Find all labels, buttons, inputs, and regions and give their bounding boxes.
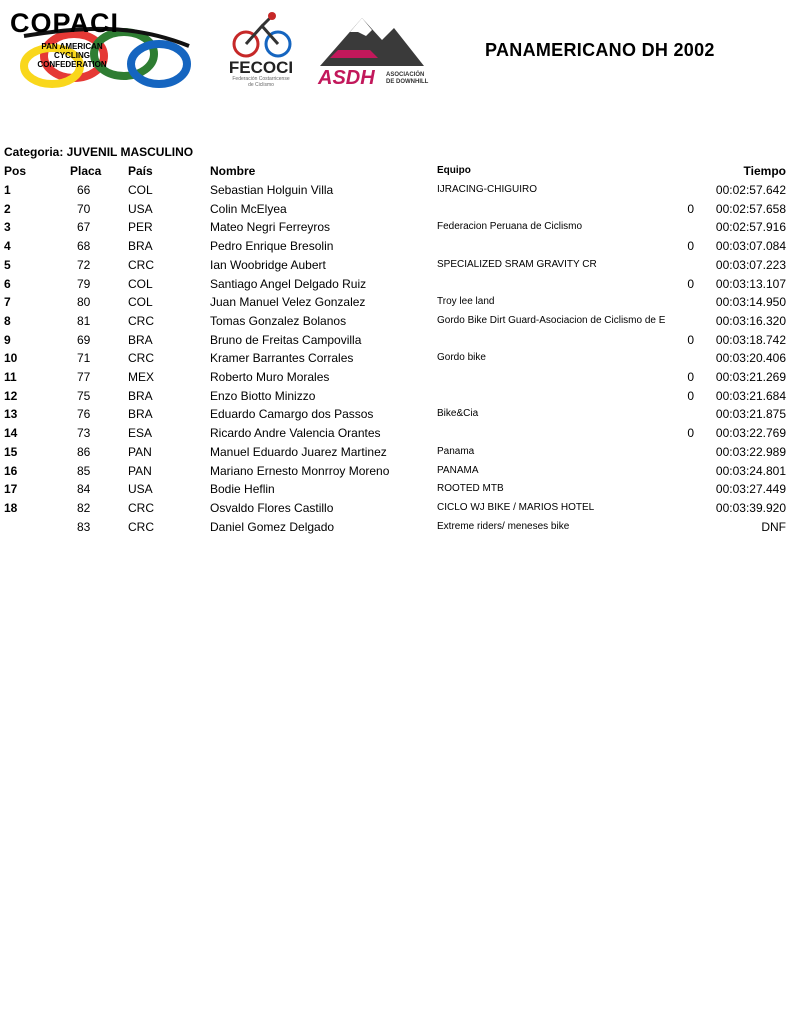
result-placa: 76: [77, 407, 91, 422]
result-equipo: Panama: [437, 445, 475, 457]
result-tiempo: 00:03:16.320: [715, 313, 786, 328]
result-placa: 75: [77, 388, 91, 403]
result-placa: 81: [77, 313, 91, 328]
fecoci-subtitle-line: Federación Costarricense: [232, 76, 290, 82]
result-nombre: Mariano Ernesto Monrroy Moreno: [210, 463, 390, 478]
result-row: [0, 181, 790, 199]
result-row: [0, 275, 790, 293]
result-placa: 79: [77, 276, 91, 291]
copaci-subtitle-line: PAN AMERICAN: [41, 42, 103, 51]
result-row: [0, 200, 790, 218]
result-nombre: Daniel Gomez Delgado: [210, 519, 335, 534]
result-nombre: Mateo Negri Ferreyros: [210, 220, 331, 235]
result-pos: 10: [4, 351, 18, 366]
result-nombre: Enzo Biotto Minizzo: [210, 388, 316, 403]
result-row: [0, 293, 790, 311]
result-nombre: Osvaldo Flores Castillo: [210, 500, 334, 515]
result-pos: 8: [4, 313, 11, 328]
result-row: [0, 331, 790, 349]
result-pais: CRC: [128, 257, 154, 272]
result-tiempo: 00:03:21.269: [715, 370, 786, 384]
result-pos: 18: [4, 500, 18, 515]
result-pos: 7: [4, 295, 11, 310]
result-nombre: Juan Manuel Velez Gonzalez: [210, 295, 366, 310]
col-header-placa: Placa: [70, 164, 102, 178]
result-placa: 83: [77, 519, 91, 534]
copaci-subtitle-line: CONFEDERATION: [37, 60, 107, 69]
result-nombre: Roberto Muro Morales: [210, 370, 330, 384]
result-pos: 2: [4, 201, 11, 216]
event-title: PANAMERICANO DH 2002: [485, 40, 715, 60]
result-tiempo: 00:02:57.916: [715, 220, 786, 235]
result-zero: 0: [687, 370, 694, 384]
result-placa: 69: [77, 332, 91, 347]
result-zero: 0: [687, 426, 694, 441]
col-header-nombre: Nombre: [210, 164, 256, 178]
result-equipo: CICLO WJ BIKE / MARIOS HOTEL: [437, 501, 595, 513]
result-placa: 71: [77, 351, 91, 366]
result-row: [0, 237, 790, 255]
fecoci-cyclist-graphic: [218, 8, 304, 60]
result-pos: 17: [4, 482, 18, 497]
result-tiempo: 00:03:22.769: [715, 426, 786, 441]
result-pos: 13: [4, 407, 18, 422]
asdh-mountain-graphic: [312, 10, 430, 90]
result-pais: CRC: [128, 313, 154, 328]
result-pais: USA: [128, 482, 153, 497]
result-row: [0, 405, 790, 423]
category-heading: Categoria: JUVENIL MASCULINO: [4, 145, 194, 159]
result-equipo: IJRACING-CHIGUIRO: [437, 184, 537, 195]
result-placa: 68: [77, 239, 91, 254]
result-nombre: Bodie Heflin: [210, 482, 275, 497]
result-pos: 1: [4, 183, 11, 197]
result-pais: COL: [128, 183, 153, 197]
result-tiempo: 00:03:27.449: [715, 482, 786, 497]
result-tiempo: 00:03:22.989: [715, 444, 786, 459]
result-tiempo: 00:03:39.920: [715, 500, 786, 515]
asdh-subtitle-line: ASOCIACIÓN: [386, 72, 425, 78]
result-placa: 66: [77, 183, 91, 197]
result-nombre: Colin McElyea: [210, 201, 287, 216]
result-placa: 67: [77, 220, 91, 235]
result-pais: ESA: [128, 426, 153, 441]
result-equipo: Bike&Cia: [437, 408, 479, 420]
result-nombre: Santiago Angel Delgado Ruiz: [210, 276, 367, 291]
result-tiempo: 00:03:21.875: [715, 407, 786, 422]
result-pais: BRA: [128, 388, 153, 403]
result-tiempo: 00:02:57.658: [715, 201, 786, 216]
result-pos: 4: [4, 239, 11, 254]
result-tiempo: 00:03:18.742: [715, 332, 786, 347]
result-pais: PAN: [128, 463, 152, 478]
result-tiempo: 00:03:24.801: [715, 463, 786, 478]
result-tiempo: 00:03:07.223: [715, 257, 786, 272]
result-tiempo: 00:03:07.084: [715, 239, 786, 254]
result-zero: 0: [687, 276, 694, 291]
fecoci-logo: [218, 8, 304, 92]
result-pais: COL: [128, 276, 153, 291]
copaci-subtitle-line: CYCLING: [54, 51, 90, 60]
result-nombre: Ricardo Andre Valencia Orantes: [210, 426, 381, 441]
col-header-pais: País: [128, 164, 153, 178]
result-nombre: Ian Woobridge Aubert: [210, 257, 326, 272]
result-pais: PAN: [128, 444, 152, 459]
result-row: [0, 462, 790, 480]
asdh-wordmark: ASDH: [318, 67, 375, 89]
copaci-title: COPACI: [10, 8, 120, 38]
result-row: [0, 443, 790, 461]
result-zero: 0: [687, 388, 694, 403]
result-equipo: ROOTED MTB: [437, 483, 504, 495]
result-pos: 3: [4, 220, 11, 235]
result-pos: 6: [4, 276, 11, 291]
fecoci-title: FECOCI: [228, 58, 294, 77]
result-row: [0, 480, 790, 498]
result-row: [0, 349, 790, 367]
copaci-subtitle: [36, 42, 108, 69]
result-pos: 11: [4, 370, 17, 384]
result-pos: 5: [4, 257, 11, 272]
fecoci-subtitle: [218, 76, 304, 88]
col-header-equipo: Equipo: [437, 165, 471, 176]
result-pos: 12: [4, 388, 18, 403]
result-placa: 73: [77, 426, 91, 441]
result-placa: 70: [77, 201, 91, 216]
result-equipo: Gordo bike: [437, 352, 486, 364]
result-pais: MEX: [128, 370, 155, 384]
result-placa: 80: [77, 295, 91, 310]
result-equipo: Federacion Peruana de Ciclismo: [437, 221, 583, 233]
result-pais: BRA: [128, 407, 153, 422]
result-placa: 77: [77, 370, 91, 384]
result-placa: 84: [77, 482, 91, 497]
result-tiempo: 00:02:57.642: [715, 183, 786, 197]
result-zero: 0: [687, 332, 694, 347]
result-pos: 9: [4, 332, 11, 347]
result-row: [0, 256, 790, 274]
result-tiempo: 00:03:21.684: [715, 388, 786, 403]
col-header-pos: Pos: [4, 164, 27, 178]
result-equipo: Troy lee land: [437, 296, 495, 308]
col-header-tiempo: Tiempo: [743, 164, 786, 178]
result-nombre: Sebastian Holguin Villa: [210, 183, 334, 197]
result-row: [0, 312, 790, 330]
result-equipo: SPECIALIZED SRAM GRAVITY CR: [437, 258, 597, 270]
result-placa: 72: [77, 257, 91, 272]
result-pais: CRC: [128, 351, 154, 366]
copaci-logo: [4, 6, 194, 88]
result-pos: 15: [4, 444, 18, 459]
result-pais: COL: [128, 295, 153, 310]
result-pais: CRC: [128, 519, 154, 534]
result-equipo: PANAMA: [437, 464, 479, 476]
result-equipo: Extreme riders/ meneses bike: [437, 520, 570, 532]
result-zero: 0: [687, 239, 694, 254]
result-pais: BRA: [128, 239, 153, 254]
result-row: [0, 387, 790, 405]
result-pais: BRA: [128, 332, 153, 347]
result-nombre: Eduardo Camargo dos Passos: [210, 407, 374, 422]
result-nombre: Manuel Eduardo Juarez Martinez: [210, 444, 387, 459]
result-placa: 85: [77, 463, 91, 478]
result-nombre: Pedro Enrique Bresolin: [210, 239, 334, 254]
result-pos: 14: [4, 426, 18, 441]
result-tiempo: 00:03:20.406: [715, 351, 786, 366]
result-row: [0, 368, 790, 386]
result-row: [0, 218, 790, 236]
result-nombre: Bruno de Freitas Campovilla: [210, 332, 362, 347]
result-tiempo: DNF: [761, 519, 786, 534]
result-zero: 0: [687, 201, 694, 216]
asdh-subtitle-line: DE DOWNHILL: [386, 79, 429, 85]
column-headers: [0, 162, 790, 180]
result-tiempo: 00:03:13.107: [715, 276, 786, 291]
result-pos: 16: [4, 463, 18, 478]
header: [0, 0, 790, 115]
result-placa: 82: [77, 500, 91, 515]
result-pais: USA: [128, 201, 153, 216]
result-row: [0, 518, 790, 536]
result-nombre: Tomas Gonzalez Bolanos: [210, 313, 347, 328]
asdh-logo: [312, 10, 430, 90]
result-row: [0, 424, 790, 442]
result-pais: CRC: [128, 500, 154, 515]
result-equipo: Gordo Bike Dirt Guard-Asociacion de Ciclismo de E: [437, 314, 666, 326]
result-pais: PER: [128, 220, 153, 235]
result-placa: 86: [77, 444, 91, 459]
result-tiempo: 00:03:14.950: [715, 295, 786, 310]
result-row: [0, 499, 790, 517]
result-nombre: Kramer Barrantes Corrales: [210, 351, 354, 366]
fecoci-subtitle-line: de Ciclismo: [248, 82, 274, 88]
